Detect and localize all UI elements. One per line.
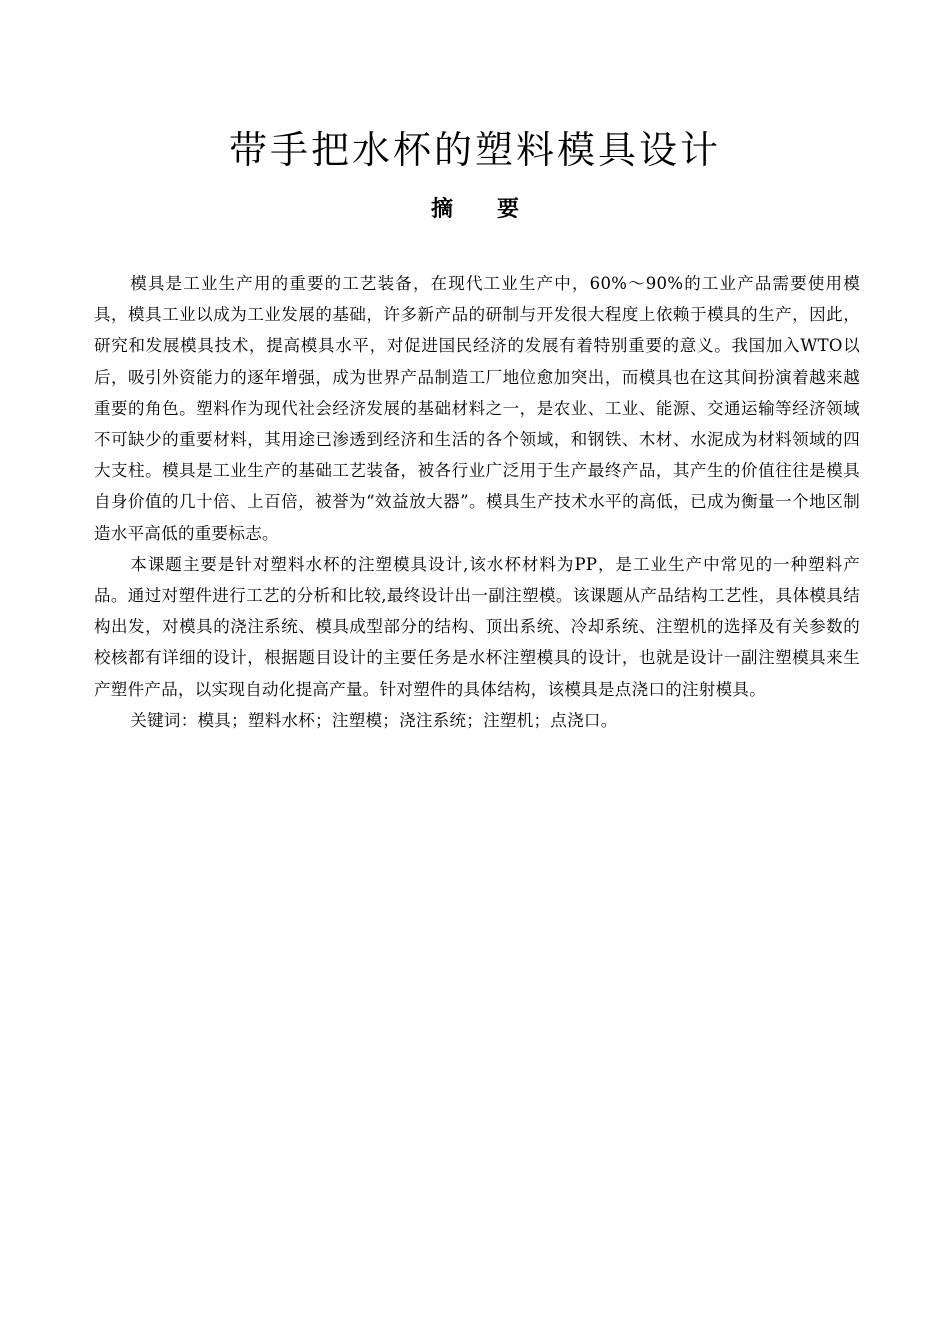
abstract-paragraph: 模具是工业生产用的重要的工艺装备，在现代工业生产中，60%～90%的工业产品需要使用模具，模具工业以成为工业发展的基础，许多新产品的研制与开发很大程度上依赖于模具的生产，因此，研究和发展模具技术，提高模具水平，对促进国民经济的发展有着特别重要的意义。我国加入WTO以后，吸引外资能力的逐年增强，成为世界产品制造工厂地位愈加突出，而模具也在这其间扮演着越来越重要的角色。塑料作为现代社会经济发展的基础材料之一，是农业、工业、能源、交通运输等经济领域不可缺少的重要材料，其用途已渗透到经济和生活的各个领域，和钢铁、木材、水泥成为材料领域的四大支柱。模具是工业生产的基础工艺装备，被各行业广泛用于生产最终产品，其产生的价值往往是模具自身价值的几十倍、上百倍，被誉为“效益放大器”。模具生产技术水平的高低，已成为衡量一个地区制造水平高低的重要标志。 (94, 274, 860, 543)
abstract-heading: 摘 要 (430, 197, 519, 222)
abstract-body (94, 268, 860, 736)
abstract-paragraph: 本课题主要是针对塑料水杯的注塑模具设计,该水杯材料为PP，是工业生产中常见的一种塑料产品。通过对塑件进行工艺的分析和比较,最终设计出一副注塑模。该课题从产品结构工艺性，具体模具结构出发，对模具的浇注系统、模具成型部分的结构、顶出系统、冷却系统、注塑机的选择及有关参数的校核都有详细的设计，根据题目设计的主要任务是水杯注塑模具的设计，也就是设计一副注塑模具来生产塑件产品，以实现自动化提高产量。针对塑件的具体结构，该模具是点浇口的注射模具。 (94, 554, 860, 699)
keywords-line: 关键词：模具；塑料水杯；注塑模；浇注系统；注塑机；点浇口。 (130, 710, 618, 730)
document-title: 带手把水杯的塑料模具设计 (228, 128, 721, 172)
